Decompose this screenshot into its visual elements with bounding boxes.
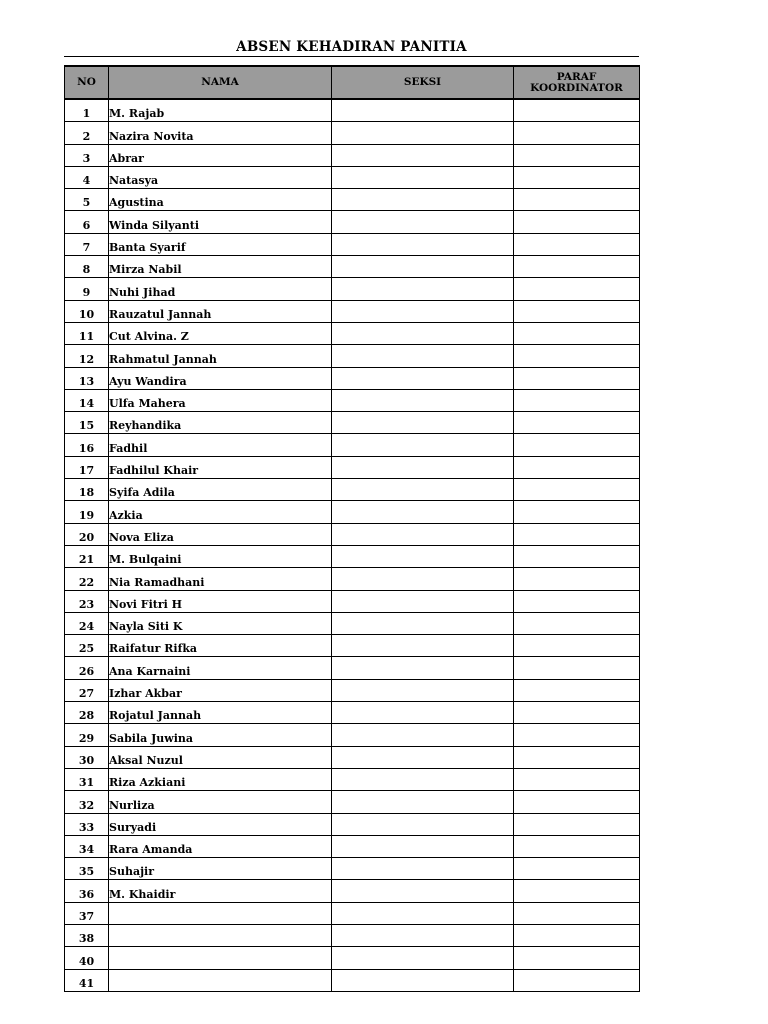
row-number-cell: 21 — [65, 545, 109, 567]
section-cell — [332, 456, 514, 478]
table-row — [65, 278, 640, 300]
table-row — [65, 947, 640, 969]
table-row — [65, 99, 640, 122]
coordinator-signature-cell — [514, 924, 640, 946]
table-row — [65, 858, 640, 880]
name-cell: Nuhi Jihad — [109, 278, 332, 300]
table-row — [65, 412, 640, 434]
row-number-cell: 14 — [65, 389, 109, 411]
name-cell: Nia Ramadhani — [109, 568, 332, 590]
row-number-cell: 33 — [65, 813, 109, 835]
row-number-cell: 37 — [65, 902, 109, 924]
coordinator-signature-cell — [514, 813, 640, 835]
coordinator-signature-cell — [514, 278, 640, 300]
section-cell — [332, 345, 514, 367]
row-number-cell: 38 — [65, 924, 109, 946]
section-cell — [332, 969, 514, 991]
row-number-cell: 17 — [65, 456, 109, 478]
row-number-cell: 31 — [65, 768, 109, 790]
coordinator-signature-cell — [514, 367, 640, 389]
row-number-cell: 24 — [65, 612, 109, 634]
section-cell — [332, 523, 514, 545]
name-cell: Novi Fitri H — [109, 590, 332, 612]
name-cell — [109, 924, 332, 946]
coordinator-signature-cell — [514, 211, 640, 233]
table-row — [65, 635, 640, 657]
section-cell — [332, 166, 514, 188]
table-row — [65, 791, 640, 813]
attendance-rows — [65, 99, 640, 991]
coordinator-signature-cell — [514, 256, 640, 278]
coordinator-signature-cell — [514, 99, 640, 122]
name-cell: Fadhil — [109, 434, 332, 456]
name-cell — [109, 902, 332, 924]
paraf-header-line-2: KOORDINATOR — [530, 81, 623, 94]
section-cell — [332, 791, 514, 813]
coordinator-signature-cell — [514, 858, 640, 880]
table-row — [65, 144, 640, 166]
row-number-cell: 15 — [65, 412, 109, 434]
coordinator-signature-cell — [514, 768, 640, 790]
table-row — [65, 233, 640, 255]
section-cell — [332, 412, 514, 434]
name-cell: Syifa Adila — [109, 479, 332, 501]
section-cell — [332, 434, 514, 456]
name-cell: Natasya — [109, 166, 332, 188]
table-row — [65, 322, 640, 344]
section-cell — [332, 99, 514, 122]
name-cell: Abrar — [109, 144, 332, 166]
name-cell: Raifatur Rifka — [109, 635, 332, 657]
table-row — [65, 724, 640, 746]
name-cell: Rauzatul Jannah — [109, 300, 332, 322]
coordinator-signature-cell — [514, 144, 640, 166]
section-cell — [332, 545, 514, 567]
table-row — [65, 166, 640, 188]
section-cell — [332, 122, 514, 144]
coordinator-signature-cell — [514, 300, 640, 322]
column-header-paraf-koordinator — [514, 66, 640, 99]
column-header-no: NO — [65, 66, 109, 99]
coordinator-signature-cell — [514, 456, 640, 478]
name-cell: Winda Silyanti — [109, 211, 332, 233]
row-number-cell: 6 — [65, 211, 109, 233]
section-cell — [332, 233, 514, 255]
name-cell: Mirza Nabil — [109, 256, 332, 278]
section-cell — [332, 902, 514, 924]
coordinator-signature-cell — [514, 233, 640, 255]
coordinator-signature-cell — [514, 724, 640, 746]
table-row — [65, 256, 640, 278]
coordinator-signature-cell — [514, 835, 640, 857]
section-cell — [332, 835, 514, 857]
row-number-cell: 25 — [65, 635, 109, 657]
name-cell: Ana Karnaini — [109, 657, 332, 679]
section-cell — [332, 389, 514, 411]
row-number-cell: 29 — [65, 724, 109, 746]
row-number-cell: 40 — [65, 947, 109, 969]
coordinator-signature-cell — [514, 791, 640, 813]
header-row — [65, 66, 640, 99]
row-number-cell: 28 — [65, 702, 109, 724]
row-number-cell: 8 — [65, 256, 109, 278]
name-cell — [109, 969, 332, 991]
name-cell: Ulfa Mahera — [109, 389, 332, 411]
page-title: ABSEN KEHADIRAN PANITIA — [236, 39, 467, 55]
name-cell: Nazira Novita — [109, 122, 332, 144]
name-cell: Azkia — [109, 501, 332, 523]
table-row — [65, 367, 640, 389]
section-cell — [332, 256, 514, 278]
attendance-table — [64, 65, 640, 992]
coordinator-signature-cell — [514, 880, 640, 902]
section-cell — [332, 568, 514, 590]
coordinator-signature-cell — [514, 679, 640, 701]
row-number-cell: 16 — [65, 434, 109, 456]
name-cell: Rara Amanda — [109, 835, 332, 857]
table-row — [65, 434, 640, 456]
table-row — [65, 479, 640, 501]
section-cell — [332, 702, 514, 724]
column-header-seksi: SEKSI — [332, 66, 514, 99]
section-cell — [332, 724, 514, 746]
coordinator-signature-cell — [514, 523, 640, 545]
name-cell: Sabila Juwina — [109, 724, 332, 746]
row-number-cell: 23 — [65, 590, 109, 612]
name-cell: Banta Syarif — [109, 233, 332, 255]
row-number-cell: 10 — [65, 300, 109, 322]
row-number-cell: 13 — [65, 367, 109, 389]
row-number-cell: 9 — [65, 278, 109, 300]
coordinator-signature-cell — [514, 479, 640, 501]
row-number-cell: 41 — [65, 969, 109, 991]
coordinator-signature-cell — [514, 389, 640, 411]
table-row — [65, 568, 640, 590]
table-row — [65, 122, 640, 144]
table-row — [65, 813, 640, 835]
coordinator-signature-cell — [514, 345, 640, 367]
name-cell: Nayla Siti K — [109, 612, 332, 634]
name-cell: Cut Alvina. Z — [109, 322, 332, 344]
table-row — [65, 389, 640, 411]
name-cell: Nova Eliza — [109, 523, 332, 545]
name-cell: M. Bulqaini — [109, 545, 332, 567]
section-cell — [332, 947, 514, 969]
coordinator-signature-cell — [514, 501, 640, 523]
row-number-cell: 7 — [65, 233, 109, 255]
table-row — [65, 679, 640, 701]
name-cell: Reyhandika — [109, 412, 332, 434]
row-number-cell: 20 — [65, 523, 109, 545]
coordinator-signature-cell — [514, 412, 640, 434]
name-cell: Aksal Nuzul — [109, 746, 332, 768]
name-cell: Agustina — [109, 189, 332, 211]
table-row — [65, 702, 640, 724]
name-cell: Izhar Akbar — [109, 679, 332, 701]
name-cell: Suryadi — [109, 813, 332, 835]
name-cell: M. Rajab — [109, 99, 332, 122]
row-number-cell: 32 — [65, 791, 109, 813]
row-number-cell: 35 — [65, 858, 109, 880]
table-row — [65, 501, 640, 523]
column-header-nama: NAMA — [109, 66, 332, 99]
name-cell: Suhajir — [109, 858, 332, 880]
section-cell — [332, 924, 514, 946]
section-cell — [332, 189, 514, 211]
table-row — [65, 746, 640, 768]
section-cell — [332, 612, 514, 634]
row-number-cell: 18 — [65, 479, 109, 501]
table-row — [65, 768, 640, 790]
section-cell — [332, 590, 514, 612]
section-cell — [332, 813, 514, 835]
paraf-header-line-1: PARAF — [556, 70, 597, 83]
row-number-cell: 2 — [65, 122, 109, 144]
row-number-cell: 5 — [65, 189, 109, 211]
section-cell — [332, 501, 514, 523]
table-row — [65, 345, 640, 367]
coordinator-signature-cell — [514, 434, 640, 456]
section-cell — [332, 322, 514, 344]
table-row — [65, 456, 640, 478]
row-number-cell: 34 — [65, 835, 109, 857]
row-number-cell: 22 — [65, 568, 109, 590]
coordinator-signature-cell — [514, 635, 640, 657]
table-row — [65, 835, 640, 857]
table-row — [65, 880, 640, 902]
section-cell — [332, 144, 514, 166]
section-cell — [332, 768, 514, 790]
name-cell: Rojatul Jannah — [109, 702, 332, 724]
coordinator-signature-cell — [514, 969, 640, 991]
table-row — [65, 924, 640, 946]
table-row — [65, 590, 640, 612]
row-number-cell: 30 — [65, 746, 109, 768]
coordinator-signature-cell — [514, 612, 640, 634]
coordinator-signature-cell — [514, 657, 640, 679]
row-number-cell: 3 — [65, 144, 109, 166]
table-row — [65, 545, 640, 567]
section-cell — [332, 858, 514, 880]
row-number-cell: 1 — [65, 99, 109, 122]
section-cell — [332, 300, 514, 322]
name-cell: Nurliza — [109, 791, 332, 813]
row-number-cell: 4 — [65, 166, 109, 188]
table-row — [65, 969, 640, 991]
row-number-cell: 19 — [65, 501, 109, 523]
title-underline — [64, 56, 639, 57]
coordinator-signature-cell — [514, 568, 640, 590]
table-row — [65, 612, 640, 634]
table-row — [65, 657, 640, 679]
coordinator-signature-cell — [514, 590, 640, 612]
name-cell: Fadhilul Khair — [109, 456, 332, 478]
name-cell: Rahmatul Jannah — [109, 345, 332, 367]
coordinator-signature-cell — [514, 702, 640, 724]
section-cell — [332, 278, 514, 300]
section-cell — [332, 679, 514, 701]
name-cell: Riza Azkiani — [109, 768, 332, 790]
table-row — [65, 902, 640, 924]
section-cell — [332, 880, 514, 902]
section-cell — [332, 367, 514, 389]
section-cell — [332, 635, 514, 657]
section-cell — [332, 746, 514, 768]
section-cell — [332, 211, 514, 233]
coordinator-signature-cell — [514, 947, 640, 969]
name-cell: Ayu Wandira — [109, 367, 332, 389]
table-row — [65, 189, 640, 211]
row-number-cell: 27 — [65, 679, 109, 701]
table-row — [65, 523, 640, 545]
name-cell — [109, 947, 332, 969]
name-cell: M. Khaidir — [109, 880, 332, 902]
section-cell — [332, 657, 514, 679]
row-number-cell: 11 — [65, 322, 109, 344]
row-number-cell: 26 — [65, 657, 109, 679]
table-row — [65, 211, 640, 233]
coordinator-signature-cell — [514, 545, 640, 567]
coordinator-signature-cell — [514, 122, 640, 144]
coordinator-signature-cell — [514, 746, 640, 768]
coordinator-signature-cell — [514, 902, 640, 924]
row-number-cell: 36 — [65, 880, 109, 902]
table-row — [65, 300, 640, 322]
coordinator-signature-cell — [514, 189, 640, 211]
coordinator-signature-cell — [514, 166, 640, 188]
coordinator-signature-cell — [514, 322, 640, 344]
row-number-cell: 12 — [65, 345, 109, 367]
section-cell — [332, 479, 514, 501]
